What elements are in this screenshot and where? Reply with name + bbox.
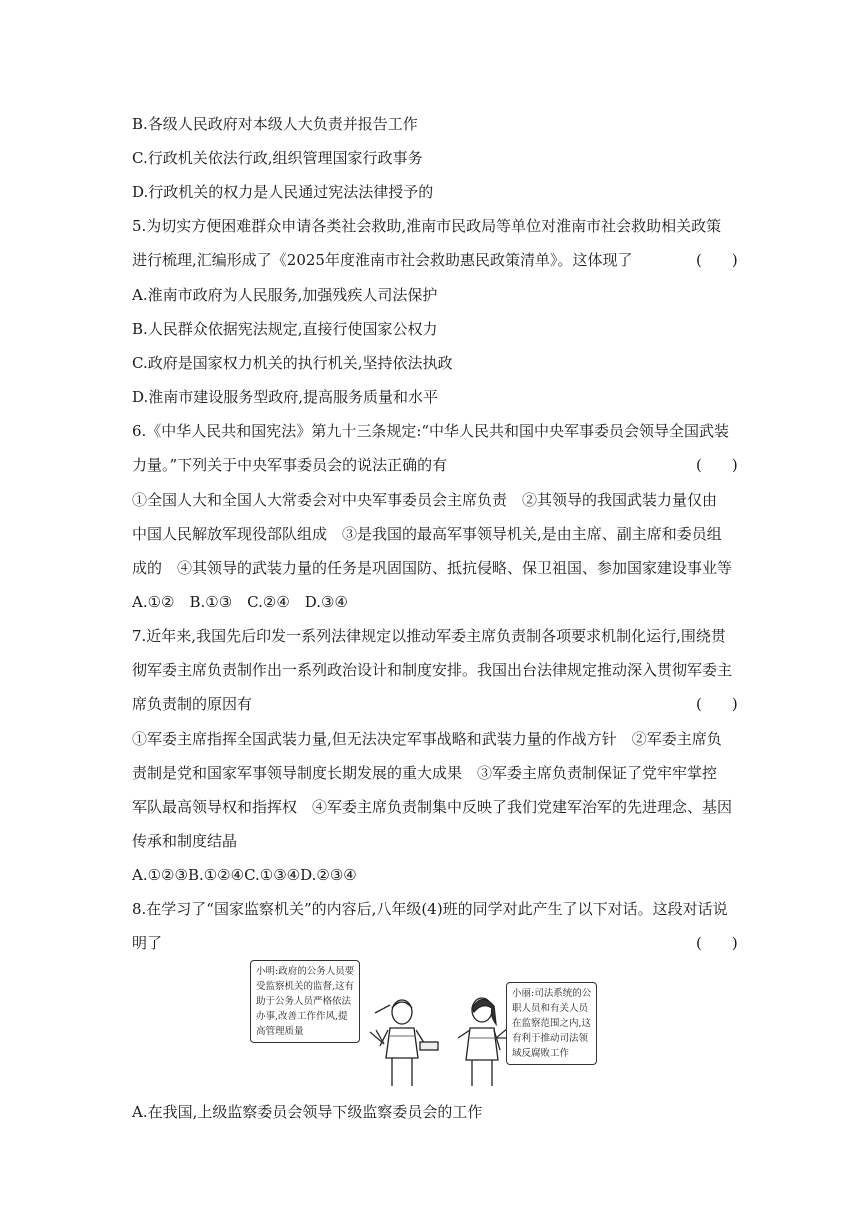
option-4d: D.行政机关的权力是人民通过宪法法律授予的 [132, 183, 434, 201]
option-4b: B.各级人民政府对本级人大负责并报告工作 [132, 115, 418, 133]
question-8-line-2: 明了 [132, 934, 163, 952]
statements-7-line-1: ①军委主席指挥全国武装力量,但无法决定军事战略和武装力量的作战方针 ②军委主席负 [132, 730, 722, 748]
xiaoli-speech-bubble: 小丽:司法系统的公 职人员和有关人员 在监察范围之内,这 有利于推动司法领 域反腐败工作 [506, 982, 597, 1065]
dialogue-illustration [250, 958, 612, 1088]
answer-blank-6: ( ) [696, 456, 738, 474]
statements-6-line-1: ①全国人大和全国人大常委会对中央军事委员会主席负责 ②其领导的我国武装力量仅由 [132, 491, 718, 509]
question-7-line-1: 7.近年来,我国先后印发一系列法律规定以推动军委主席负责制各项要求机制化运行,围绕贯 [132, 627, 726, 645]
option-5b: B.人民群众依据宪法规定,直接行使国家公权力 [132, 320, 438, 338]
question-7-line-3: 席负责制的原因有 [132, 695, 253, 713]
girl-figure [458, 998, 500, 1086]
question-7-line-2: 彻军委主席负责制作出一系列政治设计和制度安排。我国出台法律规定推动深入贯彻军委主 [132, 661, 733, 679]
option-4c: C.行政机关依法行政,组织管理国家行政事务 [132, 149, 423, 167]
option-8a: A.在我国,上级监察委员会领导下级监察委员会的工作 [132, 1103, 483, 1121]
statements-7-line-2: 责制是党和国家军事领导制度长期发展的重大成果 ③军委主席负责制保证了党牢牢掌控 [132, 764, 718, 782]
statements-6-line-2: 中国人民解放军现役部队组成 ③是我国的最高军事领导机关,是由主席、副主席和委员组 [132, 525, 722, 543]
answer-blank-8: ( ) [696, 934, 738, 952]
statements-6-line-3: 成的 ④其领导的武装力量的任务是巩固国防、抵抗侵略、保卫祖国、参加国家建设事业等 [132, 559, 733, 577]
statements-7-line-4: 传承和制度结晶 [132, 832, 238, 850]
question-6-line-1: 6.《中华人民共和国宪法》第九十三条规定:“中华人民共和国中央军事委员会领导全国武装 [132, 422, 730, 440]
option-5a: A.淮南市政府为人民服务,加强残疾人司法保护 [132, 286, 438, 304]
question-8-line-1: 8.在学习了“国家监察机关”的内容后,八年级(4)班的同学对此产生了以下对话。这段对话说 [132, 900, 728, 918]
xiaoming-speech-bubble: 小明:政府的公务人员要 受监察机关的监督,这有 助于公务人员严格依法 办事,改善工作作风,提 高管理质量 [250, 960, 360, 1043]
statements-7-line-3: 军队最高领导权和指挥权 ④军委主席负责制集中反映了我们党建军治军的先进理念、基因 [132, 798, 733, 816]
answer-blank-5: ( ) [696, 251, 738, 269]
options-7: A.①②③B.①②④C.①③④D.②③④ [132, 866, 357, 884]
answer-blank-7: ( ) [696, 695, 738, 713]
question-5-line-2: 进行梳理,汇编形成了《2025年度淮南市社会救助惠民政策清单》。这体现了 [132, 251, 633, 269]
question-6-line-2: 力量。”下列关于中央军事委员会的说法正确的有 [132, 456, 448, 474]
option-5d: D.淮南市建设服务型政府,提高服务质量和水平 [132, 388, 439, 406]
left-bubble-tail [370, 1030, 384, 1044]
option-5c: C.政府是国家权力机关的执行机关,坚持依法执政 [132, 354, 453, 372]
options-6: A.①② B.①③ C.②④ D.③④ [132, 593, 348, 611]
boy-figure [375, 1000, 438, 1086]
question-5-line-1: 5.为切实方便困难群众申请各类社会救助,淮南市民政局等单位对淮南市社会救助相关政策 [132, 217, 722, 235]
